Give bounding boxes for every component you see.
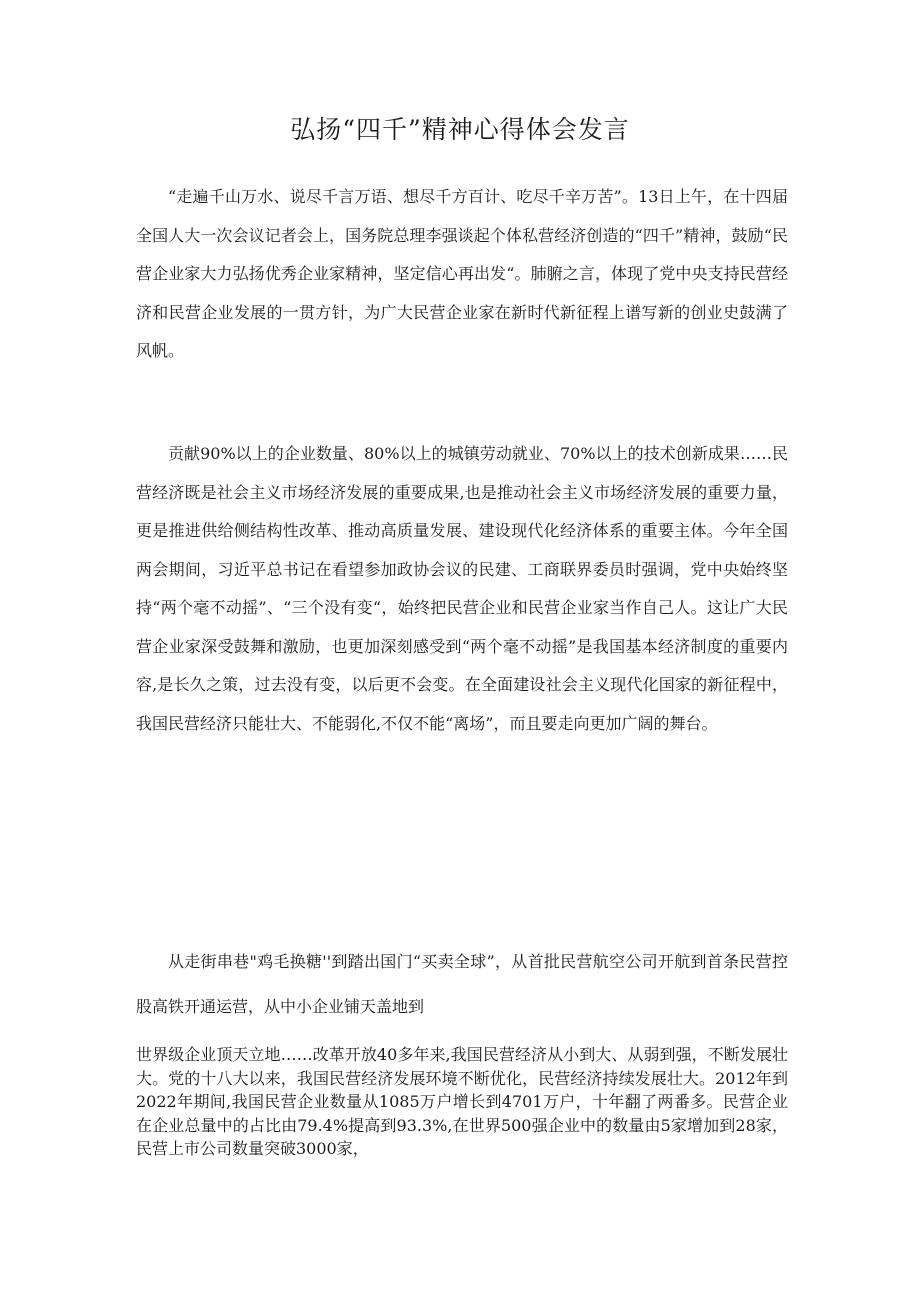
paragraph-2: 贡献90%以上的企业数量、80%以上的城镇劳动就业、70%以上的技术创新成果……民营经济既是社会主义市场经济发展的重要成果,也是推动社会主义市场经济发展的重要力量，更是推进供给侧结构性改革、推动高质量发展、建设现代化经济体系的重要主体。今年全国两会期间，习近平总书记在看望参加政协会议的民建、工商联界委员时强调，党中央始终坚持“两个毫不动摇”、“三个没有变“，始终把民营企业和民营企业家当作自己人。这让广大民营企业家深受鼓舞和激励，也更加深刻感受到“两个毫不动摇”是我国基本经济制度的重要内容,是长久之策，过去没有变，以后更不会变。在全面建设社会主义现代化国家的新征程中，我国民营经济只能壮大、不能弱化,不仅不能“离场”，而且要走向更加广阔的舞台。	[136, 444, 788, 733]
document-title: 弘扬“四千”精神心得体会发言	[290, 115, 630, 144]
paragraph-1: “走遍千山万水、说尽千言万语、想尽千方百计、吃尽千辛万苦”。13日上午，在十四届全国人大一次会议记者会上，国务院总理李强谈起个体私营经济创造的“四千”精神，鼓励“民营企业家大力弘扬优秀企业家精神，坚定信心再出发“。肺腑之言，体现了党中央支持民营经济和民营企业发展的一贯方针，为广大民营企业家在新时代新征程上谱写新的创业史鼓满了风帆。	[136, 187, 788, 360]
paragraph-4: 世界级企业顶天立地……改革开放40多年来,我国民营经济从小到大、从弱到强，不断发展壮大。党的十八大以来，我国民营经济发展环境不断优化，民营经济持续发展壮大。2012年到2022年期间,我国民营企业数量从1085万户增长到4701万户，十年翻了两番多。民营企业在企业总量中的占比由79.4%提高到93.3%,在世界500强企业中的数量由5家增加到28家，民营上市公司数量突破3000家，	[136, 1045, 788, 1158]
paragraph-3: 从走街串巷"鸡毛换糖''到踏出国门“买卖全球”，从首批民营航空公司开航到首条民营控股高铁开通运营，从中小企业铺天盖地到	[136, 952, 788, 1016]
